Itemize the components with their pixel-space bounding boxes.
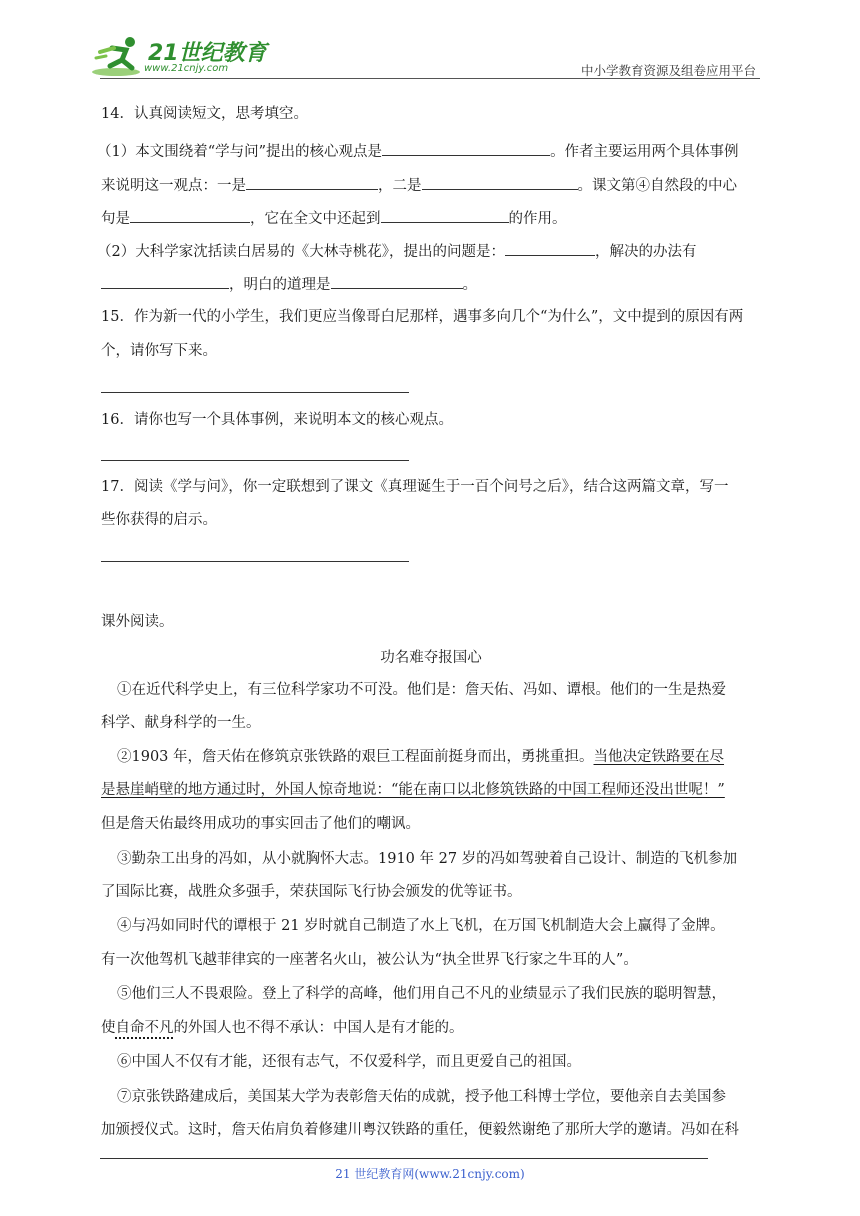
q14-title: 14．认真阅读短文，思考填空。: [101, 106, 308, 122]
answer-blank[interactable]: [101, 273, 229, 289]
q15-line2: 个，请你写下来。: [101, 343, 217, 359]
q16-answer-line[interactable]: [101, 460, 409, 461]
q14-text: ，它在全文中还起到: [250, 211, 381, 227]
q14-text: 的作用。: [508, 211, 567, 227]
reading-p1-line2: 科学、献身科学的一生。: [101, 715, 261, 731]
q15-line1: 15．作为新一代的小学生，我们更应当像哥白尼那样，遇事多向几个“为什么”，文中提到的原因有两: [101, 309, 744, 325]
runner-logo-icon: [92, 34, 148, 78]
q14-text: 。: [462, 277, 477, 293]
underlined-sentence: 当他决定铁路要在尽: [593, 749, 725, 765]
q14-text: 句是: [101, 211, 130, 227]
reading-text: 的外国人也不得不承认：中国人是有才能的。: [173, 1020, 464, 1036]
reading-text: 使: [101, 1020, 116, 1036]
reading-p5-line1: ⑤他们三人不畏艰险。登上了科学的高峰，他们用自己不凡的业绩显示了我们民族的聪明智慧，: [117, 986, 726, 1002]
reading-p3-line2: 了国际比赛，战胜众多强手，荣获国际飞行协会颁发的优等证书。: [101, 884, 522, 900]
answer-blank[interactable]: [381, 207, 509, 223]
dotted-emphasis-word: 自命不凡: [115, 1020, 174, 1036]
reading-p3-line1: ③勤杂工出身的冯如，从小就胸怀大志。1910 年 27 岁的冯如驾驶着自己设计、制造的飞机参加: [117, 851, 738, 867]
q14-part2-line2: [101, 273, 477, 295]
reading-p4-line1: ④与冯如同时代的谭根于 21 岁时就自己制造了水上飞机，在万国飞机制造大会上赢得了金牌。: [117, 918, 725, 934]
q16-line1: 16．请你也写一个具体事例，来说明本文的核心观点。: [101, 412, 453, 428]
q14-text: ，二是: [378, 178, 422, 194]
q17-answer-line[interactable]: [101, 561, 409, 562]
reading-p7-line2: 加颁授仪式。这时，詹天佑肩负着修建川粤汉铁路的重任，便毅然谢绝了那所大学的邀请。冯如在科: [101, 1122, 739, 1138]
site-logo[interactable]: [92, 34, 292, 78]
footer-divider: [100, 1158, 708, 1159]
q17-line1: 17．阅读《学与问》，你一定联想到了课文《真理诞生于一百个问号之后》，结合这两篇文章，写一: [101, 479, 729, 495]
q14-text: ，明白的道理是: [229, 277, 331, 293]
platform-name: 中小学教育资源及组卷应用平台: [580, 63, 756, 78]
answer-blank[interactable]: [505, 240, 595, 256]
q15-answer-line[interactable]: [101, 392, 409, 393]
reading-p2-line3: 但是詹天佑最终用成功的事实回击了他们的嘲讽。: [101, 816, 420, 832]
q14-part1-line2: [101, 174, 737, 196]
reading-p1-line1: ①在近代科学史上，有三位科学家功不可没。他们是：詹天佑、冯如、谭根。他们的一生是热爱: [117, 682, 726, 698]
q14-text: （2）大科学家沈括读白居易的《大林寺桃花》，提出的问题是：: [97, 244, 505, 260]
q14-part1-line1: [97, 140, 739, 162]
q14-part1-line3: [101, 207, 567, 229]
header-divider: [100, 78, 760, 79]
underlined-sentence: 是悬崖峭壁的地方通过时，外国人惊奇地说：“能在南口以北修筑铁路的中国工程师还没出世呢！”: [101, 782, 725, 798]
answer-blank[interactable]: [331, 273, 463, 289]
reading-title: 功名难夺报国心: [380, 650, 482, 666]
reading-p6: ⑥中国人不仅有才能，还很有志气，不仅爱科学，而且更爱自己的祖国。: [117, 1054, 581, 1070]
logo-url: www.21cnjy.com: [144, 63, 229, 74]
reading-section-label: 课外阅读。: [101, 614, 174, 630]
reading-p5-line2: [101, 1018, 464, 1038]
reading-text: ②1903 年，詹天佑在修筑京张铁路的艰巨工程面前挺身而出，勇挑重担。: [117, 749, 594, 765]
reading-p4-line2: 有一次他驾机飞越菲律宾的一座著名火山，被公认为“执全世界飞行家之牛耳的人”。: [101, 952, 638, 968]
answer-blank[interactable]: [422, 174, 578, 190]
page-header: [0, 0, 860, 80]
q14-text: 来说明这一观点：一是: [101, 178, 246, 194]
logo-text: 21世纪教育: [148, 41, 267, 66]
reading-p2-line1: [117, 747, 724, 767]
q14-text: 。课文第④自然段的中心: [577, 178, 737, 194]
reading-p7-line1: ⑦京张铁路建成后，美国某大学为表彰詹天佑的成就，授予他工科博士学位，要他亲自去美国参: [117, 1089, 726, 1105]
page-footer[interactable]: 21 世纪教育网(www.21cnjy.com): [335, 1167, 525, 1181]
answer-blank[interactable]: [246, 174, 378, 190]
answer-blank[interactable]: [130, 207, 250, 223]
q17-line2: 些你获得的启示。: [101, 512, 217, 528]
q14-text: （1）本文围绕着“学与问”提出的核心观点是: [97, 144, 383, 160]
q14-part2-line1: [97, 240, 696, 262]
q14-text: 。作者主要运用两个具体事例: [550, 144, 739, 160]
q14-text: ，解决的办法有: [594, 244, 697, 260]
answer-blank[interactable]: [382, 140, 550, 156]
